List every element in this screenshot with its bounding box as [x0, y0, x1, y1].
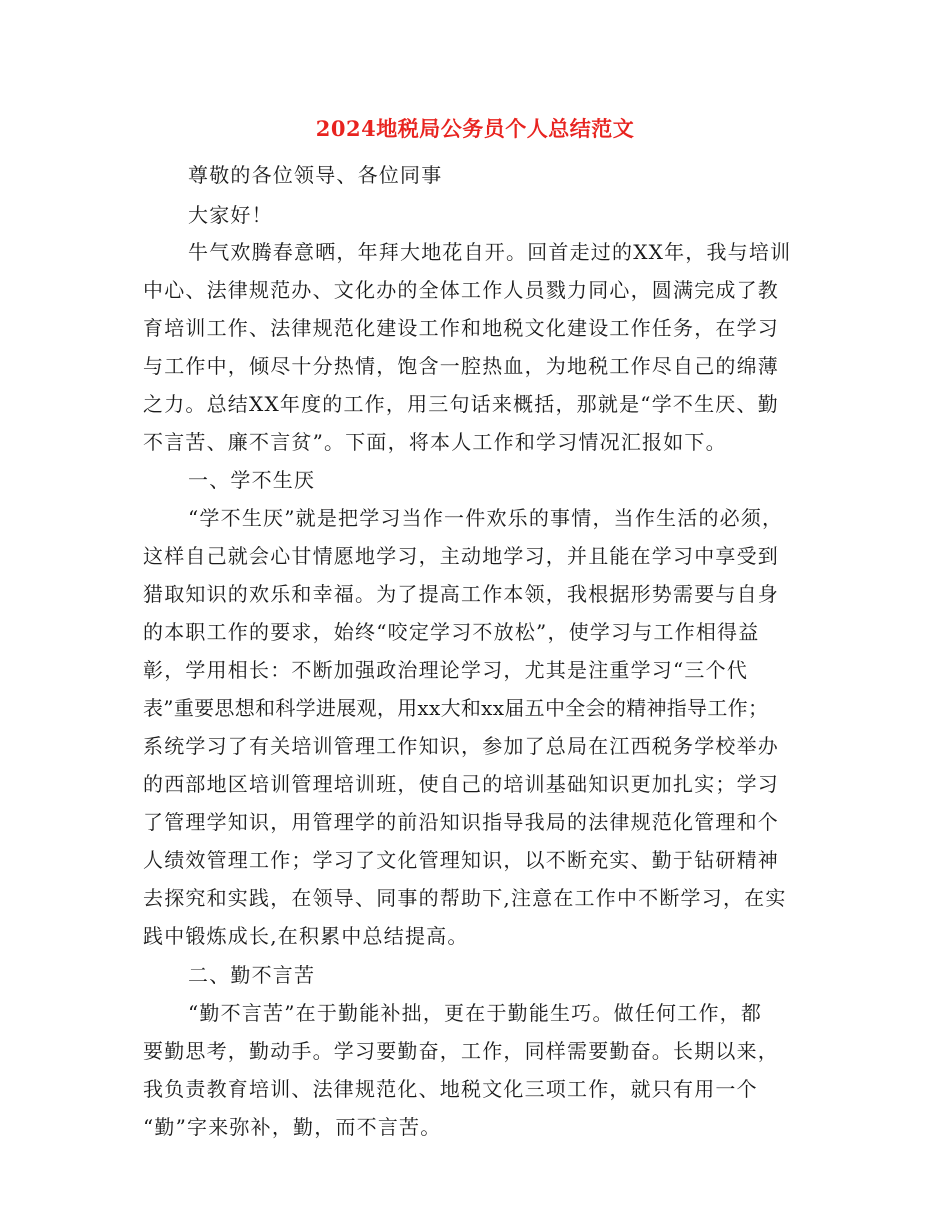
body-line: “勤不言苦”在于勤能补拙，更在于勤能生巧。做任何工作，都 — [188, 1001, 763, 1025]
body-line: 践中锻炼成长,在积累中总结提高。 — [143, 924, 469, 948]
body-line: 育培训工作、法律规范化建设工作和地税文化建设工作任务，在学习 — [143, 316, 779, 340]
body-line: 中心、法律规范办、文化办的全体工作人员戮力同心，圆满完成了教 — [143, 278, 779, 302]
body-line: 要勤思考，勤动手。学习要勤奋，工作，同样需要勤奋。长期以来， — [143, 1039, 779, 1063]
body-line: 的本职工作的要求，始终“咬定学习不放松”，使学习与工作相得益 — [143, 620, 760, 644]
body-line: 了管理学知识，用管理学的前沿知识指导我局的法律规范化管理和个 — [143, 810, 779, 834]
salutation-line: 尊敬的各位领导、各位同事 — [188, 163, 443, 187]
body-line: 我负责教育培训、法律规范化、地税文化三项工作，就只有用一个 — [143, 1077, 758, 1101]
body-line: 人绩效管理工作；学习了文化管理知识，以不断充实、勤于钻研精神 — [143, 848, 779, 872]
section-heading-1: 一、学不生厌 — [188, 468, 316, 492]
body-line: 不言苦、廉不言贫”。下面，将本人工作和学习情况汇报如下。 — [143, 430, 727, 454]
body-line: “勤”字来弥补，勤，而不言苦。 — [143, 1115, 442, 1139]
body-line: 系统学习了有关培训管理工作知识，参加了总局在江西税务学校举办 — [143, 734, 779, 758]
body-line: 猎取知识的欢乐和幸福。为了提高工作本领，我根据形势需要与自身 — [143, 582, 779, 606]
body-line: 的西部地区培训管理培训班，使自己的培训基础知识更加扎实；学习 — [143, 772, 779, 796]
greeting-line: 大家好！ — [188, 203, 273, 227]
body-line: 去探究和实践，在领导、同事的帮助下,注意在工作中不断学习，在实 — [143, 886, 787, 910]
document-title: 2024地税局公务员个人总结范文 — [315, 116, 635, 141]
section-heading-2: 二、勤不言苦 — [188, 963, 316, 987]
body-line: 表”重要思想和科学进展观，用xx大和xx届五中全会的精神指导工作； — [143, 696, 769, 720]
body-line: 彰，学用相长：不断加强政治理论学习，尤其是注重学习“三个代 — [143, 658, 749, 682]
body-line: 牛气欢腾春意晒，年拜大地花自开。回首走过的XX年，我与培训 — [188, 240, 792, 264]
body-line: 这样自己就会心甘情愿地学习，主动地学习，并且能在学习中享受到 — [143, 544, 779, 568]
body-line: 之力。总结XX年度的工作，用三句话来概括，那就是“学不生厌、勤 — [143, 392, 779, 416]
body-line: 与工作中，倾尽十分热情，饱含一腔热血，为地税工作尽自己的绵薄 — [143, 354, 779, 378]
body-line: “学不生厌”就是把学习当作一件欢乐的事情，当作生活的必须， — [188, 506, 784, 530]
